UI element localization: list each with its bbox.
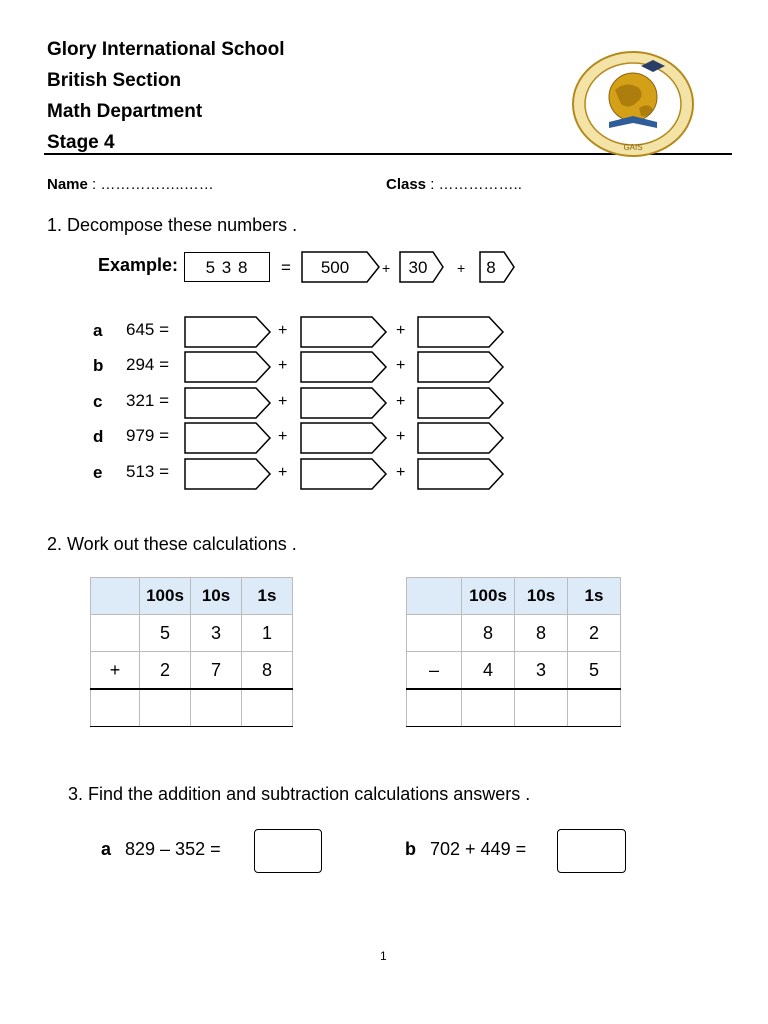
row-expression-e: 513 =: [126, 462, 170, 481]
top-hundreds: 8: [462, 615, 515, 652]
row-letter-d: d: [93, 427, 104, 446]
answer-tag-a-2[interactable]: [300, 315, 390, 349]
answer-tag-b-3[interactable]: [417, 350, 507, 384]
calc-letter-b: b: [405, 839, 416, 859]
section-name: British Section: [47, 70, 182, 91]
plus-sign-c-2: +: [396, 393, 406, 410]
answer-tag-e-3[interactable]: [417, 457, 507, 491]
example-part-hundreds-text: 500: [320, 258, 350, 277]
answer-tag-e-1[interactable]: [184, 457, 274, 491]
plus-sign-d-2: +: [396, 428, 406, 445]
bottom-hundreds: 2: [140, 652, 191, 690]
school-logo: [571, 50, 695, 158]
header-ones: 1s: [568, 578, 621, 615]
answer-tag-d-3[interactable]: [417, 421, 507, 455]
header-empty-cell: [91, 578, 140, 615]
calc-expr-a: 829 – 352 =: [125, 839, 221, 859]
example-part-ones: [479, 250, 517, 284]
question-1-title: 1. Decompose these numbers .: [47, 215, 298, 235]
name-label: Name: [47, 176, 88, 193]
answer-tag-d-1[interactable]: [184, 421, 274, 455]
answer-tag-d-2[interactable]: [300, 421, 390, 455]
class-field[interactable]: [386, 176, 522, 193]
plus-sign-c-1: +: [278, 393, 288, 410]
answer-tens[interactable]: [191, 689, 242, 727]
example-label: Example:: [98, 255, 179, 275]
answer-box-a[interactable]: [254, 829, 322, 873]
calc-item-b: [405, 839, 526, 860]
example-part-tens-text: 30: [408, 258, 428, 277]
plus-sign-b-1: +: [278, 357, 288, 374]
operator-cell: +: [91, 652, 140, 690]
row-expression-b: 294 =: [126, 355, 170, 374]
top-row-empty: [91, 615, 140, 652]
top-row-empty: [407, 615, 462, 652]
answer-empty: [91, 689, 140, 727]
answer-ones[interactable]: [568, 689, 621, 727]
bottom-hundreds: 4: [462, 652, 515, 690]
class-dots: : ……………..: [426, 176, 522, 193]
plus-sign-b-2: +: [396, 357, 406, 374]
plus-sign-a-1: +: [278, 322, 288, 339]
question-3-title: 3. Find the addition and subtraction calculations answers .: [68, 784, 531, 804]
example-part-tens: [399, 250, 445, 284]
plus-sign-e-1: +: [278, 464, 288, 481]
example-plus-2: +: [457, 260, 466, 276]
answer-tag-a-1[interactable]: [184, 315, 274, 349]
top-hundreds: 5: [140, 615, 191, 652]
question-2-title: 2. Work out these calculations .: [47, 534, 297, 554]
answer-tag-b-2[interactable]: [300, 350, 390, 384]
top-ones: 2: [568, 615, 621, 652]
answer-hundreds[interactable]: [462, 689, 515, 727]
answer-tag-c-2[interactable]: [300, 386, 390, 420]
example-plus-1: +: [382, 260, 391, 276]
calc-expr-b: 702 + 449 =: [430, 839, 527, 859]
answer-ones[interactable]: [242, 689, 293, 727]
row-expression-a: 645 =: [126, 320, 170, 339]
header-hundreds: 100s: [140, 578, 191, 615]
plus-sign-e-2: +: [396, 464, 406, 481]
example-equals: =: [281, 258, 291, 277]
row-letter-e: e: [93, 463, 103, 482]
page-number: 1: [380, 949, 387, 963]
header-empty-cell: [407, 578, 462, 615]
stage-label: Stage 4: [47, 132, 115, 153]
top-ones: 1: [242, 615, 293, 652]
bottom-ones: 5: [568, 652, 621, 690]
answer-tens[interactable]: [515, 689, 568, 727]
row-letter-a: a: [93, 321, 103, 340]
calc-item-a: [101, 839, 221, 860]
top-tens: 8: [515, 615, 568, 652]
row-expression-d: 979 =: [126, 426, 170, 445]
school-name: Glory International School: [47, 39, 285, 60]
header-hundreds: 100s: [462, 578, 515, 615]
header-tens: 10s: [191, 578, 242, 615]
row-letter-b: b: [93, 356, 104, 375]
bottom-tens: 7: [191, 652, 242, 690]
bottom-tens: 3: [515, 652, 568, 690]
answer-box-b[interactable]: [557, 829, 626, 873]
answer-tag-a-3[interactable]: [417, 315, 507, 349]
example-part-hundreds: [301, 250, 381, 284]
row-letter-c: c: [93, 392, 103, 411]
name-field[interactable]: [47, 176, 214, 193]
header-ones: 1s: [242, 578, 293, 615]
addition-table: [90, 577, 293, 727]
answer-hundreds[interactable]: [140, 689, 191, 727]
answer-tag-c-1[interactable]: [184, 386, 274, 420]
operator-cell: –: [407, 652, 462, 690]
plus-sign-a-2: +: [396, 322, 406, 339]
answer-tag-b-1[interactable]: [184, 350, 274, 384]
answer-tag-e-2[interactable]: [300, 457, 390, 491]
bottom-ones: 8: [242, 652, 293, 690]
plus-sign-d-1: +: [278, 428, 288, 445]
answer-empty: [407, 689, 462, 727]
class-label: Class: [386, 176, 427, 193]
example-part-ones-text: 8: [486, 258, 496, 277]
calc-letter-a: a: [101, 839, 112, 859]
name-dots: : ……………..……: [87, 176, 214, 193]
logo-text: GAIS: [623, 143, 643, 152]
subtraction-table: [406, 577, 621, 727]
top-tens: 3: [191, 615, 242, 652]
row-expression-c: 321 =: [126, 391, 170, 410]
example-number-box: 5 3 8: [184, 252, 270, 282]
answer-tag-c-3[interactable]: [417, 386, 507, 420]
department-name: Math Department: [47, 101, 203, 122]
header-tens: 10s: [515, 578, 568, 615]
